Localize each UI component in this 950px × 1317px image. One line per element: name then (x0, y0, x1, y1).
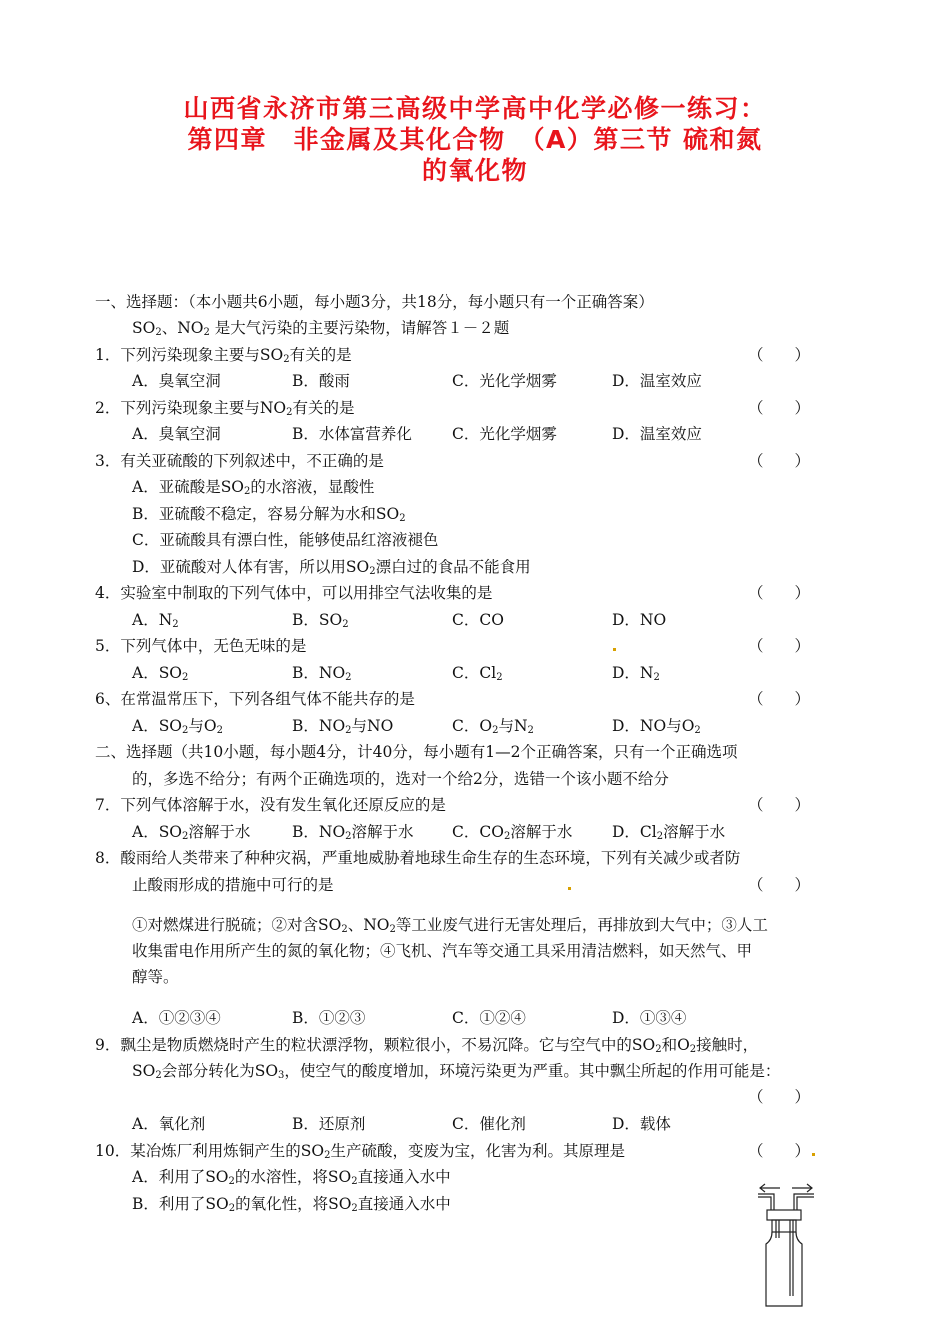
q1-option-c[interactable]: C．光化学烟雾 (452, 372, 557, 390)
q1-option-b[interactable]: B．酸雨 (292, 372, 350, 390)
q2-option-c[interactable]: C．光化学烟雾 (452, 425, 557, 443)
section-1-intro: $SO_2$、$NO_2$ 是大气污染的主要污染物，请解答１－２题 (132, 319, 510, 338)
q9-option-b[interactable]: B．还原剂 (292, 1115, 366, 1133)
q6-option-c[interactable]: C．$O_2$与$N_2$ (452, 717, 534, 736)
q6-option-d[interactable]: D．NO与$O_2$ (612, 717, 701, 736)
q4-option-b[interactable]: B．$SO_2$ (292, 611, 349, 630)
section-1-heading: 一、选择题：（本小题共6小题，每小题3分，共18分，每小题只有一个正确答案） (95, 293, 654, 311)
q5-option-a[interactable]: A．$SO_2$ (132, 664, 189, 683)
q10-stem: 10．某冶炼厂利用炼铜产生的$SO_2$生产硫酸，变废为宝，化害为利。其原理是 (95, 1142, 625, 1161)
q4-stem: 4．实验室中制取的下列气体中，可以用排空气法收集的是 (95, 584, 493, 602)
q3-option-a[interactable]: A．亚硫酸是$SO_2$的水溶液，显酸性 (132, 478, 375, 497)
q4-option-c[interactable]: C．CO (452, 611, 504, 629)
q6-option-a[interactable]: A．$SO_2$与$O_2$ (132, 717, 223, 736)
q10-answer-blank[interactable]: （ ） (748, 1142, 811, 1160)
q4-answer-blank[interactable]: （ ） (748, 584, 811, 602)
q2-option-b[interactable]: B．水体富营养化 (292, 425, 412, 443)
q9-answer-blank[interactable]: （ ） (748, 1088, 811, 1106)
q7-option-a[interactable]: A．$SO_2$溶解于水 (132, 823, 251, 842)
q2-option-a[interactable]: A．臭氧空洞 (132, 425, 221, 443)
q8-stem-line-1: 8．酸雨给人类带来了种种灾祸，严重地威胁着地球生命生存的生态环境，下列有关减少或者防 (95, 849, 741, 867)
q8-measures-line-2: 收集雷电作用所产生的氮的氧化物；④飞机、汽车等交通工具采用清洁燃料，如天然气、甲 (132, 942, 753, 960)
yellow-dot-mark (613, 648, 616, 651)
q4-option-d[interactable]: D．NO (612, 611, 667, 629)
q3-option-d[interactable]: D．亚硫酸对人体有害，所以用$SO_2$漂白过的食品不能食用 (132, 558, 531, 577)
q5-option-c[interactable]: C．$Cl_2$ (452, 664, 503, 683)
q4-option-a[interactable]: A．$N_2$ (132, 611, 179, 630)
q7-option-b[interactable]: B．$NO_2$溶解于水 (292, 823, 414, 842)
section-2-heading-line-1: 二、选择题（共10小题，每小题4分，计40分，每小题有1—2个正确答案，只有一个正确选项 (95, 743, 738, 761)
q7-option-c[interactable]: C．$CO_2$溶解于水 (452, 823, 573, 842)
q9-stem-line-2: $SO_2$会部分转化为$SO_3$，使空气的酸度增加，环境污染更为严重。其中飘尘所起的作用可能是： (132, 1062, 781, 1081)
q9-option-d[interactable]: D．载体 (612, 1115, 671, 1133)
q5-answer-blank[interactable]: （ ） (748, 637, 811, 655)
q6-stem: 6、在常温常压下，下列各组气体不能共存的是 (95, 690, 415, 708)
q8-option-a[interactable]: A．①②③④ (132, 1009, 221, 1027)
doc-title-line-3: 的氧化物 (421, 156, 528, 185)
q2-stem: 2．下列污染现象主要与$NO_2$有关的是 (95, 399, 355, 418)
q8-measures-line-3: 醇等。 (132, 968, 179, 986)
q9-option-a[interactable]: A．氧化剂 (132, 1115, 206, 1133)
q1-option-a[interactable]: A．臭氧空洞 (132, 372, 221, 390)
q8-option-d[interactable]: D．①③④ (612, 1009, 687, 1027)
gas-washing-bottle-diagram (752, 1180, 822, 1310)
section-2-heading-line-2: 的，多选不给分；有两个正确选项的，选对一个给2分，选错一个该小题不给分 (132, 770, 669, 788)
q10-option-a[interactable]: A．利用了$SO_2$的水溶性，将$SO_2$直接通入水中 (132, 1168, 451, 1187)
q3-stem: 3．有关亚硫酸的下列叙述中，不正确的是 (95, 452, 384, 470)
q6-option-b[interactable]: B．$NO_2$与NO (292, 717, 394, 736)
q8-answer-blank[interactable]: （ ） (748, 876, 811, 894)
q3-answer-blank[interactable]: （ ） (748, 452, 811, 470)
q6-answer-blank[interactable]: （ ） (748, 690, 811, 708)
q3-option-b[interactable]: B．亚硫酸不稳定，容易分解为水和$SO_2$ (132, 505, 406, 524)
q9-stem-line-1: 9．飘尘是物质燃烧时产生的粒状漂浮物，颗粒很小，不易沉降。它与空气中的$SO_2$和$O_2$接触时， (95, 1036, 759, 1055)
q7-answer-blank[interactable]: （ ） (748, 796, 811, 814)
q1-option-d[interactable]: D．温室效应 (612, 372, 702, 390)
q5-stem: 5．下列气体中，无色无味的是 (95, 637, 307, 655)
q10-option-b[interactable]: B．利用了$SO_2$的氧化性，将$SO_2$直接通入水中 (132, 1195, 451, 1214)
q3-option-c[interactable]: C．亚硫酸具有漂白性，能够使品红溶液褪色 (132, 531, 439, 549)
q1-stem: 1．下列污染现象主要与$SO_2$有关的是 (95, 346, 352, 365)
q2-option-d[interactable]: D．温室效应 (612, 425, 702, 443)
q1-answer-blank[interactable]: （ ） (748, 346, 811, 364)
doc-title-line-1: 山西省永济市第三高级中学高中化学必修一练习： (183, 94, 767, 123)
q8-stem-line-2: 止酸雨形成的措施中可行的是 (132, 876, 334, 894)
yellow-dot-mark (568, 887, 571, 890)
q8-option-b[interactable]: B．①②③ (292, 1009, 366, 1027)
doc-title-line-2: 第四章 非金属及其化合物 （A）第三节 硫和氮 (187, 125, 763, 154)
q9-option-c[interactable]: C．催化剂 (452, 1115, 526, 1133)
q8-measures-line-1: ①对燃煤进行脱硫；②对含$SO_2$、$NO_2$等工业废气进行无害处理后，再排放到大气中；③人工 (132, 916, 768, 935)
q2-answer-blank[interactable]: （ ） (748, 399, 811, 417)
yellow-dot-mark (812, 1153, 815, 1156)
q5-option-d[interactable]: D．$N_2$ (612, 664, 660, 683)
q8-option-c[interactable]: C．①②④ (452, 1009, 526, 1027)
q7-option-d[interactable]: D．$Cl_2$溶解于水 (612, 823, 726, 842)
q7-stem: 7．下列气体溶解于水，没有发生氧化还原反应的是 (95, 796, 446, 814)
q5-option-b[interactable]: B．$NO_2$ (292, 664, 352, 683)
